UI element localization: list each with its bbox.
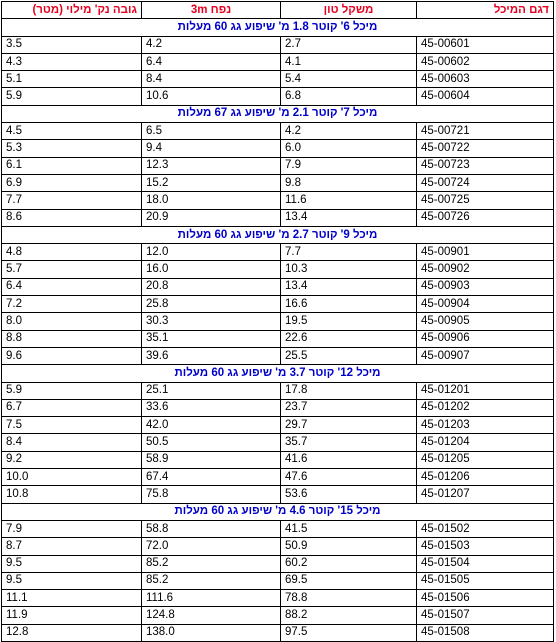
header-weight: משקל טון	[281, 2, 417, 19]
table-row	[2, 53, 554, 70]
volume-cell: 39.6	[142, 347, 281, 364]
weight-cell: 13.4	[281, 278, 417, 295]
volume-cell: 72.0	[142, 538, 281, 555]
table-row	[2, 330, 554, 347]
table-body	[2, 19, 554, 642]
table-row	[2, 88, 554, 105]
fill-height-cell: 5.9	[2, 88, 142, 105]
weight-cell: 41.5	[281, 520, 417, 537]
fill-height-cell: 6.7	[2, 399, 142, 416]
weight-cell: 19.5	[281, 313, 417, 330]
section-header-row	[2, 105, 554, 122]
section-title: מיכל 15' קוטר 4.6 מ' שיפוע גג 60 מעלות	[2, 503, 554, 520]
weight-cell: 25.5	[281, 347, 417, 364]
volume-cell: 85.2	[142, 555, 281, 572]
fill-height-cell: 6.9	[2, 174, 142, 191]
fill-height-cell: 10.8	[2, 486, 142, 503]
fill-height-cell: 7.7	[2, 192, 142, 209]
table-row	[2, 469, 554, 486]
model-cell: 45-00723	[417, 157, 554, 174]
table-row	[2, 192, 554, 209]
table-row	[2, 140, 554, 157]
volume-cell: 124.8	[142, 607, 281, 624]
volume-cell: 16.0	[142, 261, 281, 278]
table-row	[2, 451, 554, 468]
volume-cell: 4.2	[142, 36, 281, 53]
table-row	[2, 382, 554, 399]
weight-cell: 78.8	[281, 590, 417, 607]
model-cell: 45-01505	[417, 572, 554, 589]
model-cell: 45-01503	[417, 538, 554, 555]
fill-height-cell: 6.1	[2, 157, 142, 174]
volume-cell: 10.6	[142, 88, 281, 105]
volume-cell: 15.2	[142, 174, 281, 191]
volume-cell: 20.8	[142, 278, 281, 295]
fill-height-cell: 8.0	[2, 313, 142, 330]
fill-height-cell: 8.4	[2, 434, 142, 451]
table-row	[2, 607, 554, 624]
model-cell: 45-01508	[417, 624, 554, 641]
volume-cell: 35.1	[142, 330, 281, 347]
weight-cell: 17.8	[281, 382, 417, 399]
fill-height-cell: 8.7	[2, 538, 142, 555]
model-cell: 45-01507	[417, 607, 554, 624]
weight-cell: 4.1	[281, 53, 417, 70]
table-row	[2, 296, 554, 313]
volume-cell: 6.5	[142, 123, 281, 140]
model-cell: 45-00722	[417, 140, 554, 157]
fill-height-cell: 5.9	[2, 382, 142, 399]
model-cell: 45-01206	[417, 469, 554, 486]
table-row	[2, 313, 554, 330]
volume-cell: 12.0	[142, 244, 281, 261]
model-cell: 45-00601	[417, 36, 554, 53]
weight-cell: 97.5	[281, 624, 417, 641]
model-cell: 45-00726	[417, 209, 554, 226]
table-row	[2, 123, 554, 140]
volume-cell: 33.6	[142, 399, 281, 416]
model-cell: 45-01202	[417, 399, 554, 416]
volume-cell: 50.5	[142, 434, 281, 451]
table-row	[2, 417, 554, 434]
volume-cell: 85.2	[142, 572, 281, 589]
model-cell: 45-01207	[417, 486, 554, 503]
model-cell: 45-00721	[417, 123, 554, 140]
volume-cell: 25.8	[142, 296, 281, 313]
weight-cell: 29.7	[281, 417, 417, 434]
table-row	[2, 244, 554, 261]
fill-height-cell: 8.8	[2, 330, 142, 347]
weight-cell: 6.0	[281, 140, 417, 157]
weight-cell: 35.7	[281, 434, 417, 451]
table-row	[2, 174, 554, 191]
table-row	[2, 209, 554, 226]
fill-height-cell: 6.4	[2, 278, 142, 295]
table-row	[2, 278, 554, 295]
volume-cell: 9.4	[142, 140, 281, 157]
weight-cell: 22.6	[281, 330, 417, 347]
weight-cell: 53.6	[281, 486, 417, 503]
fill-height-cell: 9.6	[2, 347, 142, 364]
table-row	[2, 590, 554, 607]
volume-cell: 8.4	[142, 71, 281, 88]
volume-cell: 12.3	[142, 157, 281, 174]
section-title: מיכל 12' קוטר 3.7 מ' שיפוע גג 60 מעלות	[2, 365, 554, 382]
fill-height-cell: 7.9	[2, 520, 142, 537]
model-cell: 45-00603	[417, 71, 554, 88]
table-row	[2, 36, 554, 53]
model-cell: 45-01502	[417, 520, 554, 537]
model-cell: 45-00903	[417, 278, 554, 295]
volume-cell: 42.0	[142, 417, 281, 434]
model-cell: 45-00904	[417, 296, 554, 313]
model-cell: 45-01205	[417, 451, 554, 468]
model-cell: 45-00905	[417, 313, 554, 330]
section-title: מיכל 7' קוטר 2.1 מ' שיפוע גג 67 מעלות	[2, 105, 554, 122]
fill-height-cell: 4.8	[2, 244, 142, 261]
fill-height-cell: 5.1	[2, 71, 142, 88]
table-row	[2, 538, 554, 555]
table-row	[2, 261, 554, 278]
weight-cell: 88.2	[281, 607, 417, 624]
weight-cell: 13.4	[281, 209, 417, 226]
section-title: מיכל 6' קוטר 1.8 מ' שיפוע גג 60 מעלות	[2, 19, 554, 36]
weight-cell: 5.4	[281, 71, 417, 88]
table-row	[2, 572, 554, 589]
table-row	[2, 624, 554, 641]
table-row	[2, 157, 554, 174]
fill-height-cell: 7.5	[2, 417, 142, 434]
model-cell: 45-00724	[417, 174, 554, 191]
fill-height-cell: 9.5	[2, 572, 142, 589]
header-volume: נפח 3m	[142, 2, 281, 19]
tank-spec-table-container	[1, 1, 553, 642]
weight-cell: 23.7	[281, 399, 417, 416]
header-model: דגם המיכל	[417, 2, 554, 19]
model-cell: 45-01201	[417, 382, 554, 399]
fill-height-cell: 9.2	[2, 451, 142, 468]
volume-cell: 58.9	[142, 451, 281, 468]
model-cell: 45-00602	[417, 53, 554, 70]
model-cell: 45-01504	[417, 555, 554, 572]
fill-height-cell: 10.0	[2, 469, 142, 486]
fill-height-cell: 3.5	[2, 36, 142, 53]
section-header-row	[2, 19, 554, 36]
section-header-row	[2, 365, 554, 382]
model-cell: 45-01506	[417, 590, 554, 607]
section-header-row	[2, 226, 554, 243]
section-title: מיכל 9' קוטר 2.7 מ' שיפוע גג 60 מעלות	[2, 226, 554, 243]
fill-height-cell: 5.7	[2, 261, 142, 278]
volume-cell: 18.0	[142, 192, 281, 209]
weight-cell: 50.9	[281, 538, 417, 555]
header-row	[2, 2, 554, 19]
section-header-row	[2, 503, 554, 520]
volume-cell: 138.0	[142, 624, 281, 641]
weight-cell: 11.6	[281, 192, 417, 209]
fill-height-cell: 9.5	[2, 555, 142, 572]
volume-cell: 58.8	[142, 520, 281, 537]
model-cell: 45-00901	[417, 244, 554, 261]
weight-cell: 69.5	[281, 572, 417, 589]
fill-height-cell: 7.2	[2, 296, 142, 313]
table-row	[2, 555, 554, 572]
weight-cell: 6.8	[281, 88, 417, 105]
fill-height-cell: 5.3	[2, 140, 142, 157]
fill-height-cell: 12.8	[2, 624, 142, 641]
model-cell: 45-01203	[417, 417, 554, 434]
volume-cell: 30.3	[142, 313, 281, 330]
model-cell: 45-00725	[417, 192, 554, 209]
table-row	[2, 347, 554, 364]
table-row	[2, 520, 554, 537]
volume-cell: 25.1	[142, 382, 281, 399]
weight-cell: 7.7	[281, 244, 417, 261]
volume-cell: 67.4	[142, 469, 281, 486]
header-fill-height: גובה נק' מילוי (מטר)	[2, 2, 142, 19]
model-cell: 45-00902	[417, 261, 554, 278]
weight-cell: 47.6	[281, 469, 417, 486]
model-cell: 45-00604	[417, 88, 554, 105]
model-cell: 45-00906	[417, 330, 554, 347]
weight-cell: 2.7	[281, 36, 417, 53]
fill-height-cell: 11.1	[2, 590, 142, 607]
model-cell: 45-00907	[417, 347, 554, 364]
fill-height-cell: 4.5	[2, 123, 142, 140]
volume-cell: 75.8	[142, 486, 281, 503]
tank-spec-table	[1, 1, 554, 642]
table-row	[2, 399, 554, 416]
volume-cell: 111.6	[142, 590, 281, 607]
table-row	[2, 434, 554, 451]
table-row	[2, 486, 554, 503]
fill-height-cell: 4.3	[2, 53, 142, 70]
volume-cell: 20.9	[142, 209, 281, 226]
weight-cell: 4.2	[281, 123, 417, 140]
fill-height-cell: 11.9	[2, 607, 142, 624]
weight-cell: 16.6	[281, 296, 417, 313]
volume-cell: 6.4	[142, 53, 281, 70]
weight-cell: 7.9	[281, 157, 417, 174]
weight-cell: 10.3	[281, 261, 417, 278]
weight-cell: 9.8	[281, 174, 417, 191]
model-cell: 45-01204	[417, 434, 554, 451]
table-row	[2, 71, 554, 88]
weight-cell: 60.2	[281, 555, 417, 572]
weight-cell: 41.6	[281, 451, 417, 468]
fill-height-cell: 8.6	[2, 209, 142, 226]
